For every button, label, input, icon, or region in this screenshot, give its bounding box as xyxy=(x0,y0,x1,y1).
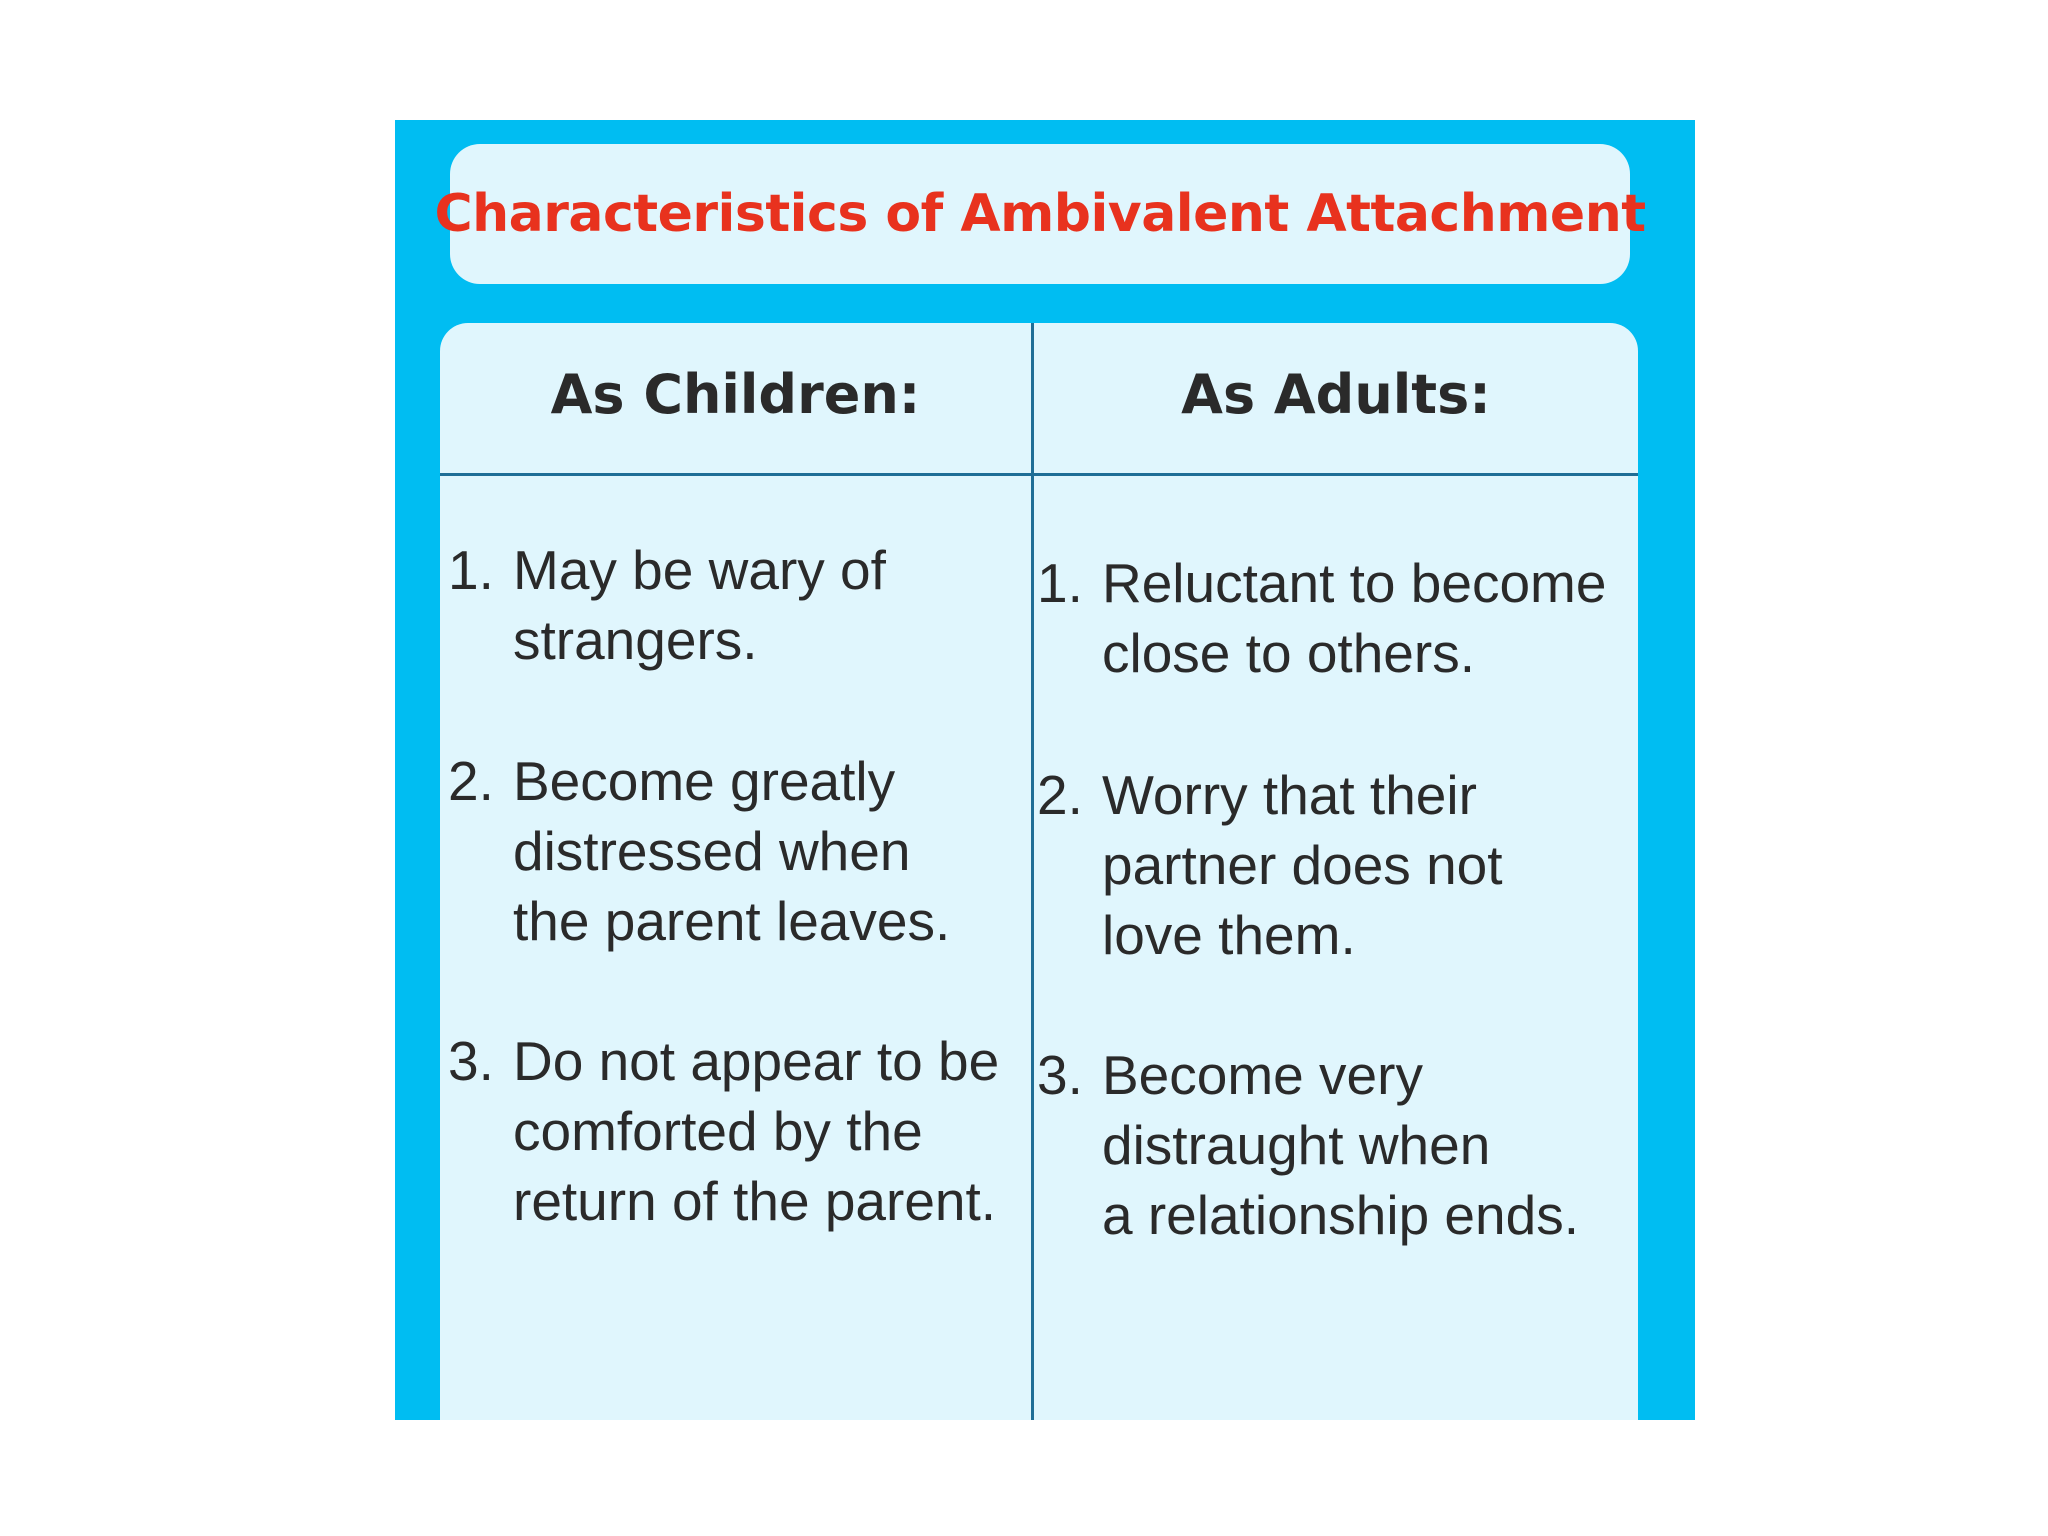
adults-item-3 xyxy=(1037,1040,1637,1250)
item-number: 1. xyxy=(448,539,494,601)
children-item-1 xyxy=(448,535,1028,675)
item-number: 2. xyxy=(448,750,494,812)
item-text: Worry that their partner does not love them. xyxy=(1102,764,1503,966)
adults-item-2 xyxy=(1037,760,1637,970)
item-number: 2. xyxy=(1037,764,1083,826)
item-number: 3. xyxy=(448,1030,494,1092)
item-text: Do not appear to be comforted by the return of the parent. xyxy=(513,1030,1000,1232)
adults-item-1 xyxy=(1037,548,1637,688)
column-divider xyxy=(1031,323,1034,1420)
comparison-table xyxy=(440,323,1638,1420)
item-number: 1. xyxy=(1037,552,1083,614)
item-text: Become very distraught when a relationship ends. xyxy=(1102,1044,1579,1246)
children-item-3 xyxy=(448,1026,1028,1236)
diagram-title: Characteristics of Ambivalent Attachment xyxy=(434,184,1646,244)
diagram-frame xyxy=(395,120,1695,1420)
item-text: Become greatly distressed when the parent leaves. xyxy=(513,750,951,952)
header-children: As Children: xyxy=(550,363,921,426)
title-banner xyxy=(434,144,1646,284)
item-text: Reluctant to become close to others. xyxy=(1102,552,1607,684)
children-item-2 xyxy=(448,746,1028,956)
item-text: May be wary of strangers. xyxy=(513,539,886,671)
item-number: 3. xyxy=(1037,1044,1083,1106)
header-adults: As Adults: xyxy=(1181,363,1491,426)
header-divider xyxy=(440,473,1638,476)
